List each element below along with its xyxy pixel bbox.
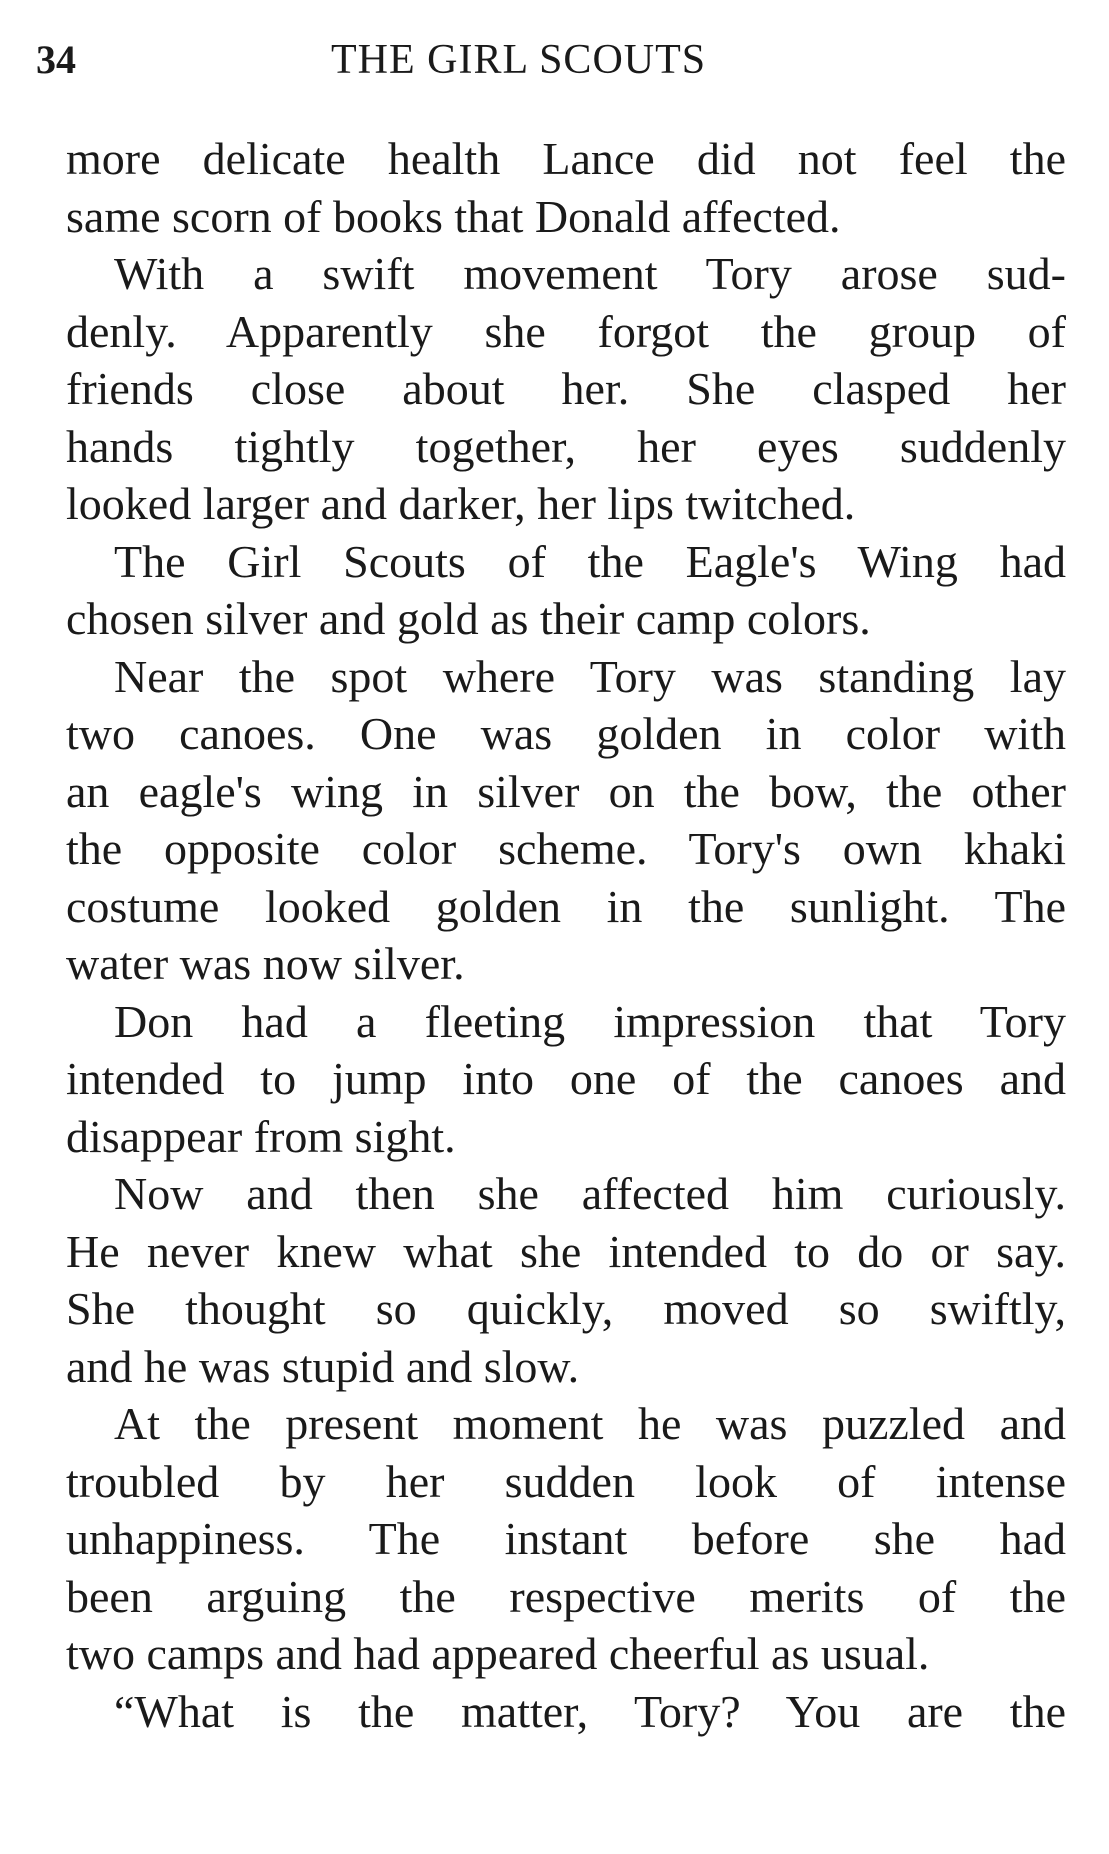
paragraph bbox=[66, 648, 1066, 993]
text-line: hands tightly together, her eyes suddenly bbox=[66, 420, 1066, 472]
text-line: He never knew what she intended to do or say. bbox=[66, 1225, 1066, 1277]
text-line: At the present moment he was puzzled and bbox=[114, 1398, 1066, 1449]
running-head bbox=[36, 30, 776, 90]
text-line: intended to jump into one of the canoes and bbox=[66, 1053, 1066, 1104]
paragraph bbox=[66, 993, 1066, 1166]
paragraph bbox=[66, 1165, 1066, 1395]
text-line: same scorn of books that Donald affected. bbox=[66, 190, 841, 242]
page-number: 34 bbox=[36, 37, 76, 82]
text-line: Now and then she affected him curiously. bbox=[114, 1168, 1066, 1219]
text-line: disappear from sight. bbox=[66, 1110, 456, 1162]
running-title: THE GIRL SCOUTS bbox=[331, 37, 707, 83]
text-line: costume looked golden in the sunlight. The bbox=[66, 880, 1066, 932]
paragraph bbox=[66, 533, 1066, 648]
text-line: Don had a fleeting impression that Tory bbox=[114, 995, 1066, 1047]
text-line: She thought so quickly, moved so swiftly, bbox=[66, 1283, 1066, 1334]
text-line: been arguing the respective merits of the bbox=[66, 1570, 1066, 1622]
text-line: an eagle's wing in silver on the bow, the other bbox=[66, 765, 1066, 817]
text-line: troubled by her sudden look of intense bbox=[66, 1455, 1066, 1507]
text-line: denly. Apparently she forgot the group of bbox=[66, 305, 1066, 357]
text-line: two camps and had appeared cheerful as usual. bbox=[66, 1628, 930, 1679]
text-line: friends close about her. She clasped her bbox=[66, 363, 1066, 414]
text-line: “What is the matter, Tory? You are the bbox=[114, 1685, 1066, 1737]
paragraph bbox=[66, 1395, 1066, 1683]
text-line: Near the spot where Tory was standing lay bbox=[114, 650, 1066, 702]
text-line: water was now silver. bbox=[66, 938, 465, 989]
body-text bbox=[66, 130, 1066, 1740]
text-line: The Girl Scouts of the Eagle's Wing had bbox=[114, 535, 1066, 587]
text-line: more delicate health Lance did not feel the bbox=[66, 133, 1066, 184]
paragraph bbox=[66, 1683, 1066, 1741]
text-line: chosen silver and gold as their camp colors. bbox=[66, 593, 871, 644]
paragraph bbox=[66, 130, 1066, 245]
text-line: looked larger and darker, her lips twitched. bbox=[66, 478, 856, 529]
text-line: With a swift movement Tory arose sud- bbox=[114, 248, 1066, 299]
text-line: and he was stupid and slow. bbox=[66, 1340, 580, 1392]
text-line: unhappiness. The instant before she had bbox=[66, 1513, 1066, 1564]
paragraph bbox=[66, 245, 1066, 533]
text-line: two canoes. One was golden in color with bbox=[66, 708, 1066, 759]
text-line: the opposite color scheme. Tory's own khaki bbox=[66, 823, 1066, 874]
